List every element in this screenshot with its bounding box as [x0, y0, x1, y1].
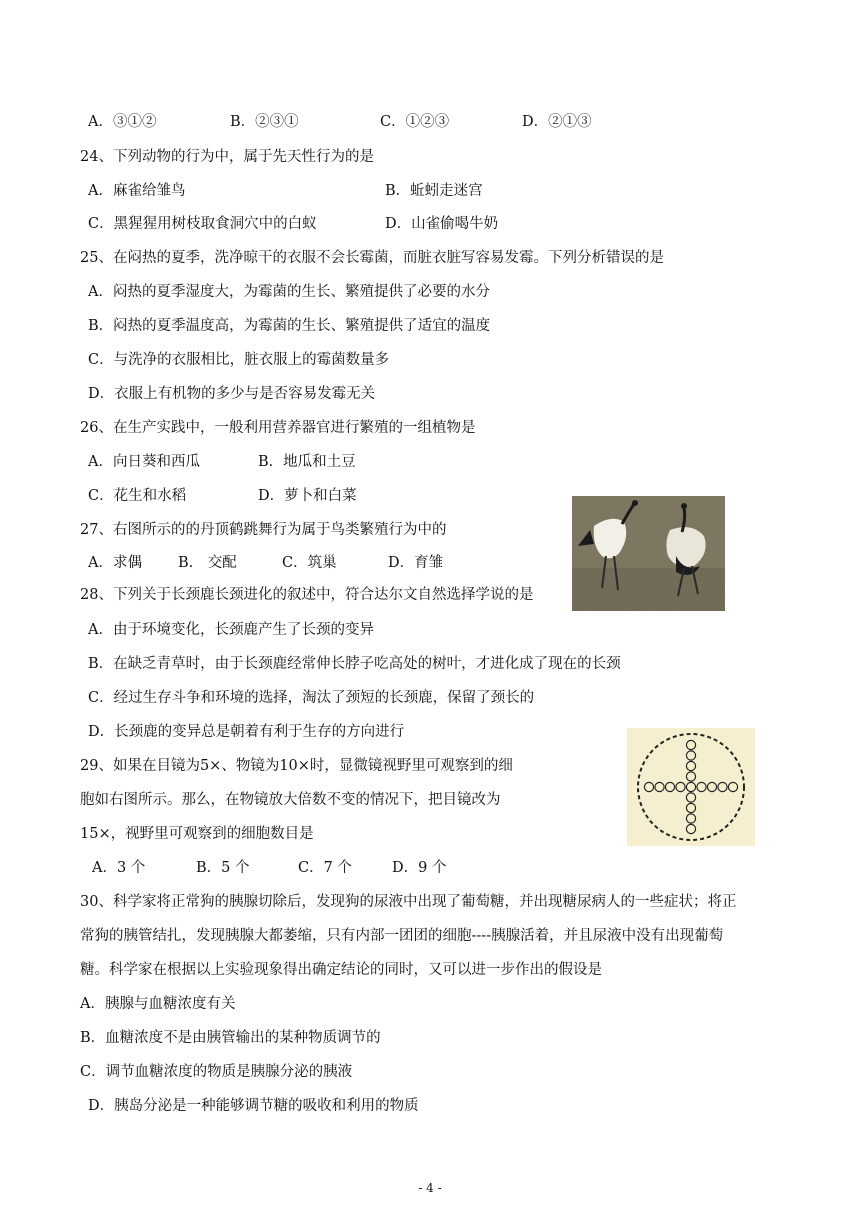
q29-option-d: D．9 个 — [392, 860, 447, 876]
q24-stem: 24、下列动物的行为中，属于先天性行为的是 — [80, 149, 374, 165]
q30-stem-line-2: 常狗的胰管结扎，发现胰腺大都萎缩，只有内部一团团的细胞----胰腺活着，并且尿液中没有出现葡萄 — [80, 928, 724, 944]
q24-option-b: B．蚯蚓走迷宫 — [385, 183, 483, 199]
q26-option-b: B．地瓜和土豆 — [258, 454, 356, 470]
q30-option-a: A．胰腺与血糖浓度有关 — [80, 996, 236, 1012]
microscope-field-figure — [627, 728, 755, 846]
q23-option-d: D．②①③ — [522, 114, 592, 130]
q28-option-c: C．经过生存斗争和环境的选择，淘汰了颈短的长颈鹿，保留了颈长的 — [88, 690, 535, 706]
q23-option-b: B．②③① — [230, 114, 299, 130]
q26-stem: 26、在生产实践中，一般利用营养器官进行繁殖的一组植物是 — [80, 420, 476, 436]
q30-stem-line-1: 30、科学家将正常狗的胰腺切除后，发现狗的尿液中出现了葡萄糖，并出现糖尿病人的一些症状；将正 — [80, 894, 737, 910]
q27-stem: 27、右图所示的的丹顶鹤跳舞行为属于鸟类繁殖行为中的 — [80, 522, 447, 538]
q25-stem: 25、在闷热的夏季，洗净晾干的衣服不会长霉菌，而脏衣脏写容易发霉。下列分析错误的是 — [80, 250, 664, 266]
q27-option-b: B. 交配 — [178, 555, 237, 571]
q27-option-c: C．筑巢 — [282, 555, 337, 571]
q29-option-c: C．7 个 — [298, 860, 352, 876]
q28-option-d: D．长颈鹿的变异总是朝着有利于生存的方向进行 — [88, 724, 405, 740]
q27-option-a: A．求偶 — [88, 555, 142, 571]
q29-option-a: A．3 个 — [92, 860, 146, 876]
q30-option-c: C．调节血糖浓度的物质是胰腺分泌的胰液 — [80, 1064, 353, 1080]
q25-option-d: D．衣服上有机物的多少与是否容易发霉无关 — [88, 386, 376, 402]
q30-option-b: B．血糖浓度不是由胰管输出的某种物质调节的 — [80, 1030, 381, 1046]
page-number: - 4 - — [418, 1181, 442, 1195]
microscope-field-image — [627, 728, 755, 846]
q29-stem-line-1: 29、如果在目镜为5×、物镜为10×时，显微镜视野里可观察到的细 — [80, 758, 513, 774]
q27-option-d: D．育雏 — [388, 555, 444, 571]
q28-option-b: B．在缺乏青草时，由于长颈鹿经常伸长脖子吃高处的树叶，才进化成了现在的长颈 — [88, 656, 621, 672]
q25-option-b: B．闷热的夏季温度高，为霉菌的生长、繁殖提供了适宜的温度 — [88, 318, 491, 334]
q23-option-a: A．③①② — [88, 114, 157, 130]
q24-option-a: A．麻雀给雏鸟 — [88, 183, 186, 199]
q25-option-c: C．与洗净的衣服相比，脏衣服上的霉菌数量多 — [88, 352, 390, 368]
q29-stem-line-3: 15×，视野里可观察到的细胞数目是 — [80, 826, 314, 842]
q29-stem-line-2: 胞如右图所示。那么，在物镜放大倍数不变的情况下，把目镜改为 — [80, 792, 501, 808]
q26-option-a: A．向日葵和西瓜 — [88, 454, 200, 470]
q30-option-d: D．胰岛分泌是一种能够调节糖的吸收和利用的物质 — [88, 1098, 419, 1114]
q30-stem-line-3: 糖。科学家在根据以上实验现象得出确定结论的同时，又可以进一步作出的假设是 — [80, 962, 602, 978]
q29-option-b: B．5 个 — [196, 860, 250, 876]
q28-option-a: A．由于环境变化，长颈鹿产生了长颈的变异 — [88, 622, 374, 638]
q25-option-a: A．闷热的夏季湿度大，为霉菌的生长、繁殖提供了必要的水分 — [88, 284, 490, 300]
q24-option-d: D．山雀偷喝牛奶 — [385, 216, 499, 232]
crane-dance-figure — [572, 496, 725, 611]
crane-dance-image — [572, 496, 725, 611]
q28-stem: 28、下列关于长颈鹿长颈进化的叙述中，符合达尔文自然选择学说的是 — [80, 587, 534, 603]
q23-option-c: C．①②③ — [380, 114, 450, 130]
q24-option-c: C．黑猩猩用树枝取食洞穴中的白蚁 — [88, 216, 317, 232]
q26-option-c: C．花生和水稻 — [88, 488, 187, 504]
q26-option-d: D．萝卜和白菜 — [258, 488, 357, 504]
